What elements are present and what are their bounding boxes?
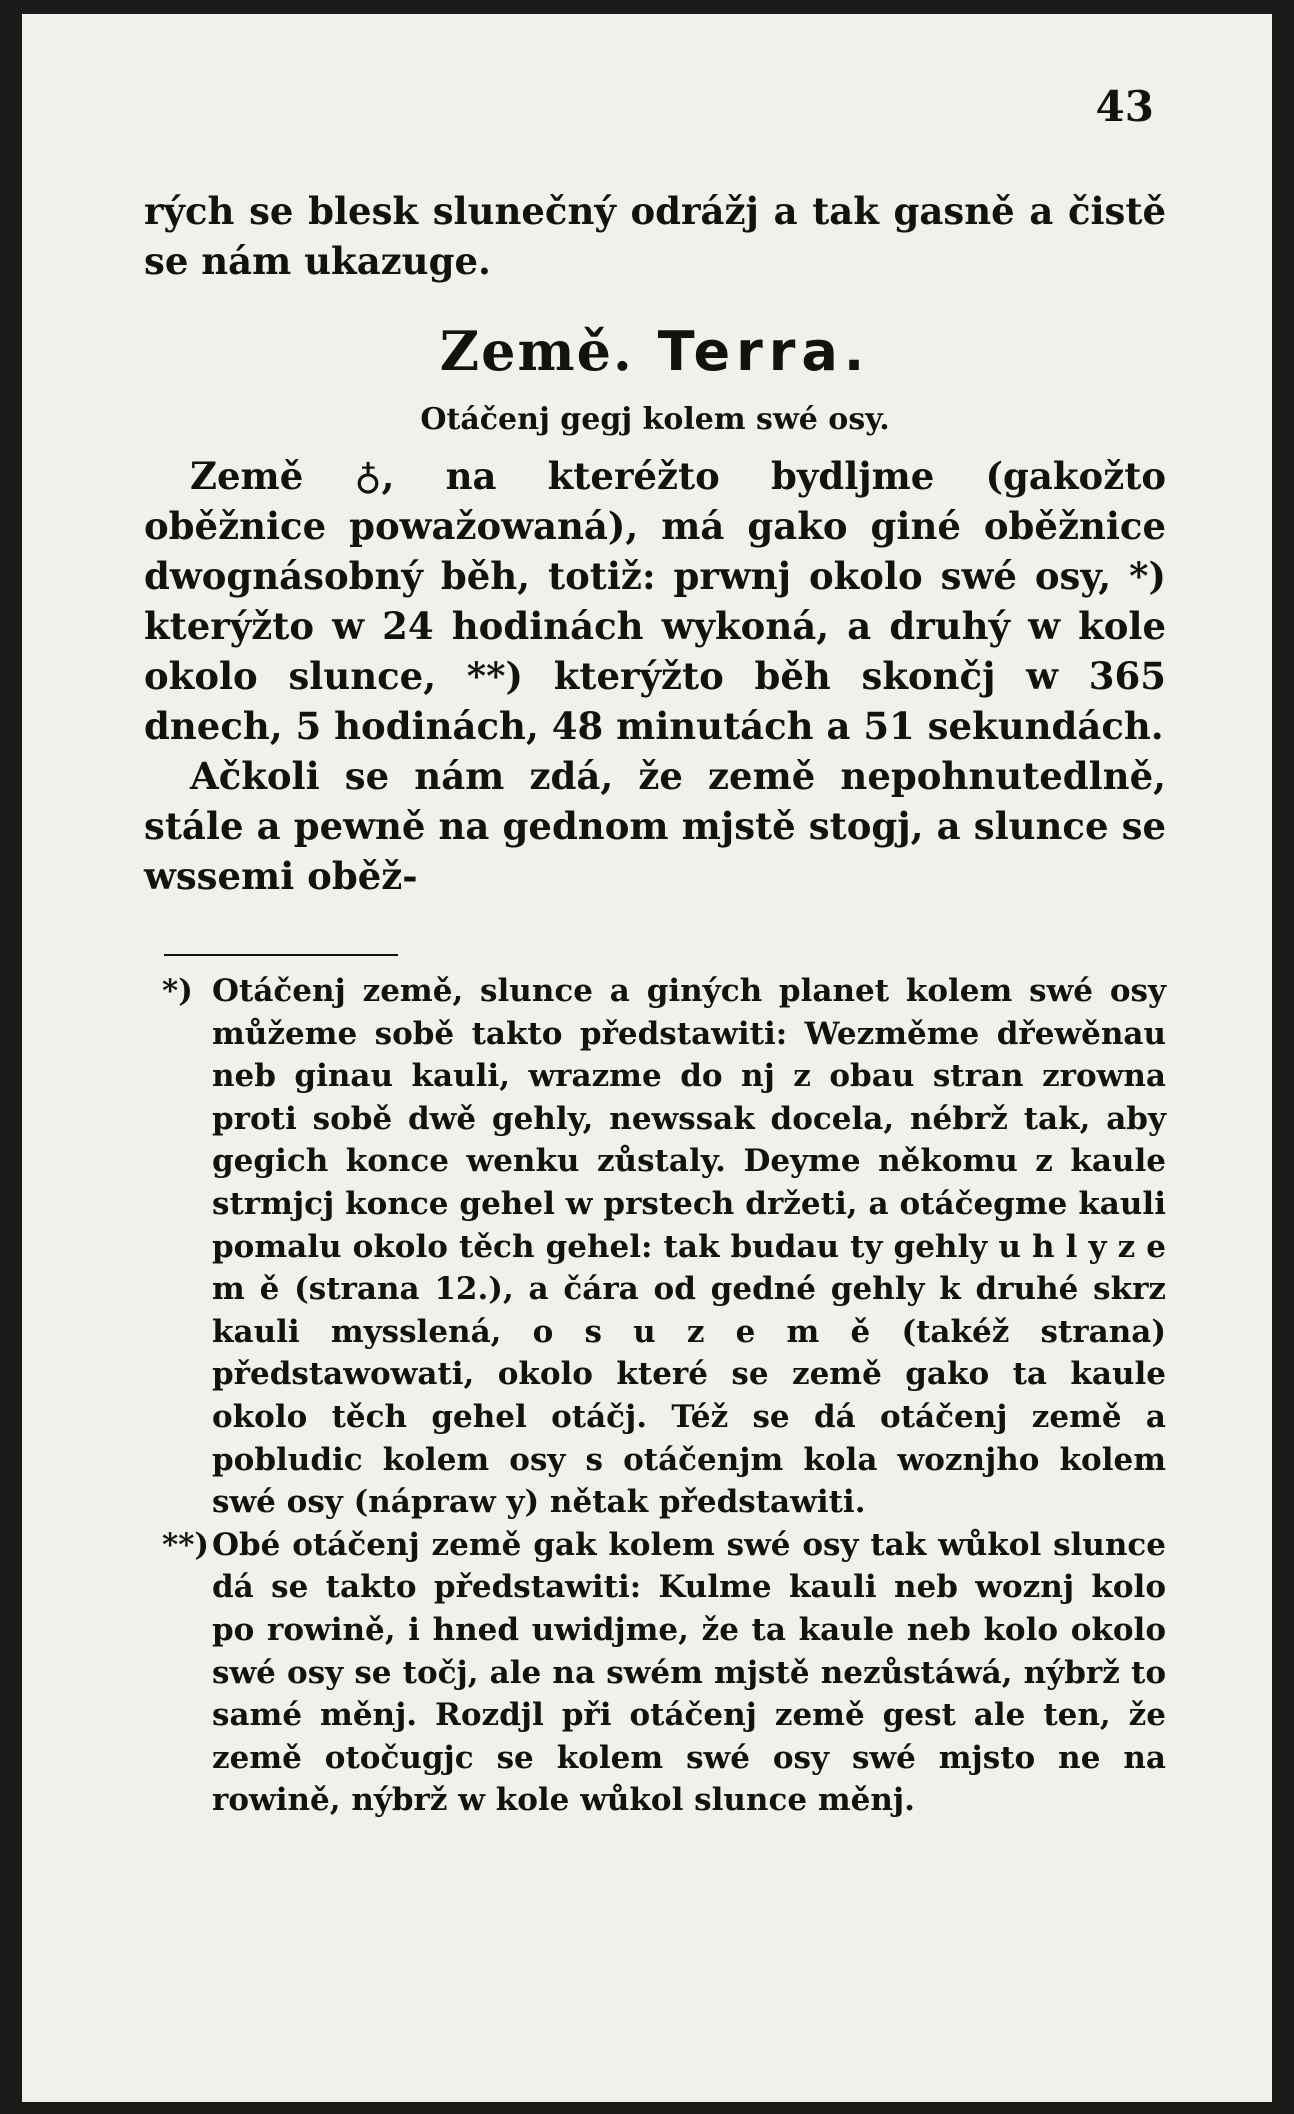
section-subheading: Otáčenj gegj kolem swé osy. bbox=[420, 402, 890, 437]
section-heading bbox=[144, 308, 1166, 395]
page bbox=[22, 14, 1272, 2102]
paragraph: rých se blesk slunečný odrážj a tak gasně a čistě se nám ukazuge. bbox=[144, 189, 1166, 283]
footnote-marker: **) bbox=[162, 1526, 210, 1563]
footnote bbox=[162, 970, 1166, 1524]
heading-latin: Terra. bbox=[657, 320, 871, 383]
paragraph: Země ♁, na kteréžto bydljme (gakožto oběžnice powažowaná), má gako giné oběžnice dwognásobný běh, totiž: prwnj okolo swé osy, *) kterýžto w 24 hodinách wykoná, a druhý w kole okolo slunce, **) kterýžto běh skončj w 365 dnech, 5 hodinách, 48 minutách a 51 sekundách. bbox=[144, 454, 1166, 748]
footnote-marker: *) bbox=[162, 973, 193, 1009]
heading-czech: Země. bbox=[439, 319, 634, 383]
footnote-text: Obé otáčenj země gak kolem swé osy tak wůkol slunce dá se takto předstawiti: Kulme kauli neb woznj kolo po rowině, i hned uwidjme, že ta kaule neb kolo okolo swé osy se točj, ale na swém mjstě nezůstáwá, nýbrž to samé měnj. Rozdjl při otáčenj země gest ale ten, že země otočugjc se kolem swé osy swé mjsto ne na rowině, nýbrž w kole wůkol slunce měnj. bbox=[212, 1526, 1166, 1819]
page-number: 43 bbox=[1095, 82, 1154, 131]
main-text bbox=[144, 186, 1166, 901]
footnote-divider bbox=[164, 954, 398, 956]
footnote bbox=[162, 1524, 1166, 1822]
paragraph: Ačkoli se nám zdá, že země nepohnutedlně, stále a pewně na gednom mjstě stogj, a slunce se wssemi oběž- bbox=[144, 754, 1166, 898]
footnotes bbox=[162, 970, 1166, 1822]
footnote-text: Otáčenj země, slunce a giných planet kolem swé osy můžeme sobě takto předstawiti: Wezměme dřewěnau neb ginau kauli, wrazme do nj z obau stran zrowna proti sobě dwě gehly, newssak docela, nébrž tak, aby gegich konce wenku zůstaly. Deyme někomu z kaule strmjcj konce gehel w prstech držeti, a otáčegme kauli pomalu okolo těch gehel: tak budau ty gehly u h l y z e m ě (strana 12.), a čára od gedné gehly k druhé skrz kauli mysslená, o s u z e m ě (takéž strana) předstawowati, okolo které se země gako ta kaule okolo těch gehel otáčj. Též se dá otáčenj země a pobludic kolem osy s otáčenjm kola woznjho kolem swé osy (nápraw y) nětak předstawiti. bbox=[212, 973, 1166, 1521]
